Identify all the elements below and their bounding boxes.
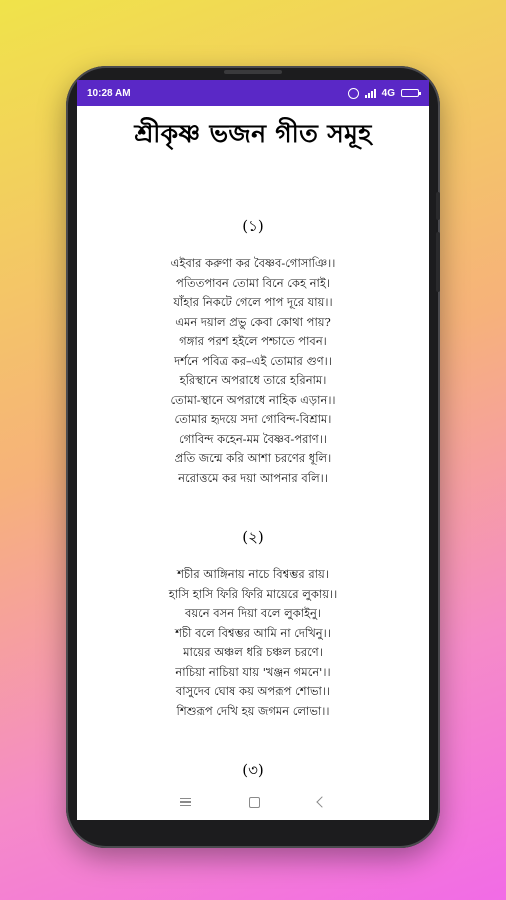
navigation-bar — [77, 784, 429, 820]
alarm-icon — [348, 88, 359, 99]
verse-line: নাচিয়া নাচিয়া যায় 'খঞ্জন গমনে'।। — [175, 664, 331, 679]
earpiece-speaker — [224, 70, 282, 74]
verse-line: গোবিন্দ কহেন-মম বৈষ্ণব-পরাণ।। — [179, 431, 327, 446]
verse-line: মায়ের অঞ্চল ধরি চঞ্চল চরণে। — [183, 645, 323, 659]
verse-line: হাসি হাসি ফিরি ফিরি মায়েরে লুকায়।। — [168, 586, 338, 601]
signal-icon — [365, 89, 376, 98]
verse-line: শিশুরূপ দেখি হয় জগমন লোভা।। — [176, 703, 330, 718]
status-bar — [77, 80, 429, 106]
verse-line: তোমা-স্থানে অপরাধে নাহিক এড়ান।। — [170, 392, 336, 407]
verse-line: পতিতপাবন তোমা বিনে কেহ নাই। — [176, 275, 330, 290]
song-number: (২) — [242, 528, 264, 546]
verse-line: প্রতি জন্মে করি আশা চরণের ধূলি। — [174, 451, 332, 465]
song-number: (১) — [242, 217, 264, 235]
page-title: শ্রীকৃষ্ণ ভজন গীত সমূহ — [134, 119, 372, 148]
verse-line: হরিস্থানে অপরাধে তারে হরিনাম। — [179, 373, 327, 387]
phone-screen — [77, 80, 429, 820]
verse-line: নরোত্তমে কর দয়া আপনার বলি।। — [178, 470, 328, 485]
verse-line: বয়নে বসন দিয়া বলে লুকাইনু। — [184, 606, 322, 620]
scroll-content[interactable] — [77, 106, 429, 784]
verse-line: গঙ্গার পরশ হইলে পশ্চাতে পাবন। — [179, 334, 327, 348]
verse-line: শচীর আঙ্গিনায় নাচে বিশ্বম্ভর রায়। — [177, 567, 329, 581]
home-icon[interactable] — [249, 797, 260, 808]
power-button — [436, 192, 440, 220]
battery-icon — [401, 89, 419, 97]
verse-line: দর্শনে পবিত্র কর–এই তোমার গুণ।। — [174, 353, 332, 368]
status-time: 10:28 AM — [87, 87, 131, 99]
song-section-1 — [77, 215, 429, 488]
verse-line: যাঁহার নিকটে গেলে পাপ দূরে যায়।। — [173, 295, 333, 309]
status-icons — [348, 88, 419, 99]
verse-line: বাসুদেব ঘোষ কয় অপরূপ শোভা।। — [175, 684, 331, 698]
verse-line: এমন দয়াল প্রভু কেবা কোথা পায়? — [175, 314, 331, 329]
back-icon[interactable] — [316, 796, 327, 807]
volume-button — [436, 232, 440, 292]
song-number: (৩) — [242, 761, 264, 779]
verse-line: শচী বলে বিশ্বম্ভর আমি না দেখিনু।। — [175, 625, 331, 640]
song-section-2 — [77, 526, 429, 721]
menu-icon[interactable] — [180, 798, 191, 807]
network-type: 4G — [381, 87, 395, 99]
verse-line: তোমার হৃদয়ে সদা গোবিন্দ-বিশ্রাম। — [174, 412, 332, 426]
verse-line: এইবার করুণা কর বৈষ্ণব-গোসাঞি।। — [170, 256, 336, 270]
